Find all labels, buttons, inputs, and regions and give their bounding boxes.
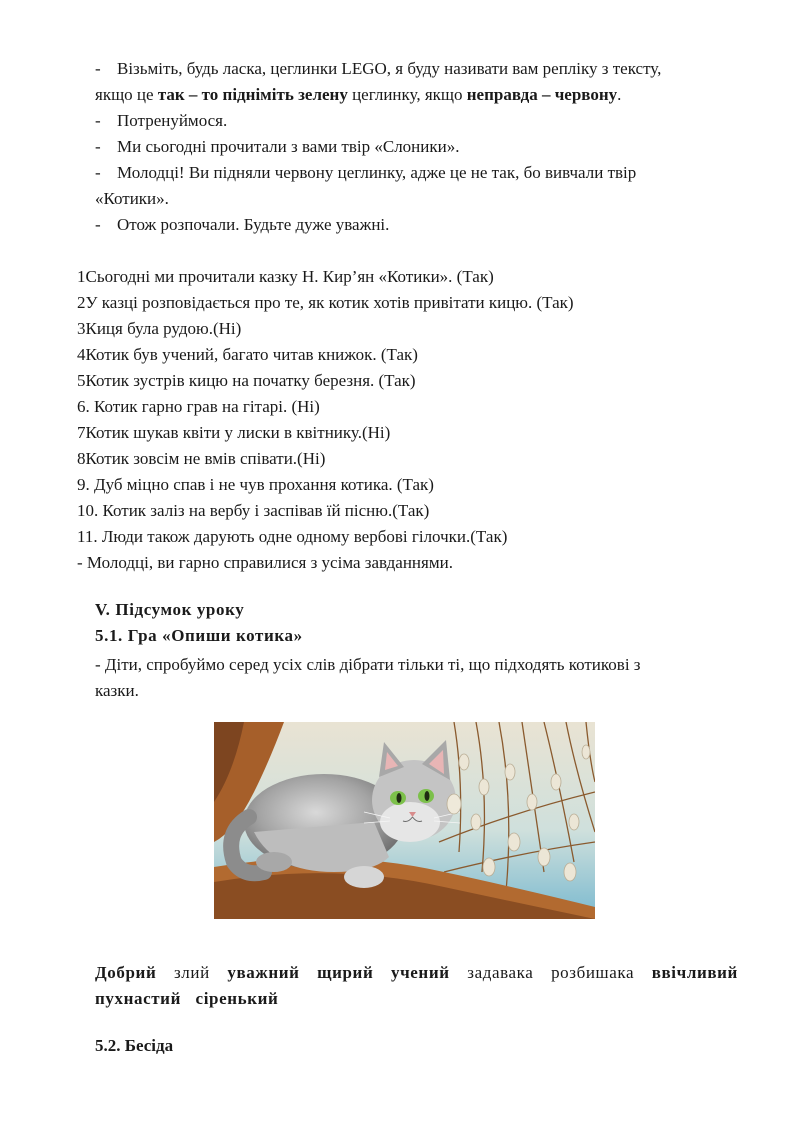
intro-line-4b: «Котики». xyxy=(95,189,169,208)
section-title: V. Підсумок уроку xyxy=(95,600,245,619)
statement-item: 11. Люди також дарують одне одному вербові гілочки.(Так) xyxy=(77,527,508,546)
word-row-2 xyxy=(95,986,738,1012)
word-option: злий xyxy=(173,963,210,982)
bold-yes: так – то підніміть зелену xyxy=(157,85,348,104)
word-option: задавака xyxy=(467,963,534,982)
statement-item: 8Котик зовсім не вмів співати.(Ні) xyxy=(77,449,326,468)
word-option: розбишака xyxy=(551,963,635,982)
intro-line-1b: якщо це так – то підніміть зелену цеглинку, якщо неправда – червону. xyxy=(95,85,622,104)
praise-line: - Молодці, ви гарно справилися з усіма завданнями. xyxy=(77,553,453,572)
statement-item: 2У казці розповідається про те, як котик хотів привітати кицю. (Так) xyxy=(77,293,574,312)
statement-item: 1Сьогодні ми прочитали казку Н. Кир’ян «Котики». (Так) xyxy=(77,267,494,286)
instruction-line: - Діти, спробуймо серед усіх слів дібрати тільки ті, що підходять котикові з xyxy=(95,655,641,674)
statement-item: 9. Дуб міцно спав і не чув прохання котика. (Так) xyxy=(77,475,434,494)
word-option: пухнастий xyxy=(95,989,181,1008)
bold-no: неправда – червону xyxy=(466,85,618,104)
statement-item: 6. Котик гарно грав на гітарі. (Ні) xyxy=(77,397,320,416)
word-option: ввічливий xyxy=(651,963,738,982)
intro-line-3: - Ми сьогодні прочитали з вами твір «Слоники». xyxy=(95,134,738,160)
word-option: сіренький xyxy=(195,989,279,1008)
statement-item: 7Котик шукав квіти у лиски в квітнику.(Ні) xyxy=(77,423,391,442)
dash: - xyxy=(95,163,101,182)
word-options xyxy=(95,960,738,1012)
dash: - xyxy=(95,215,101,234)
subsection-title: 5.1. Гра «Опиши котика» xyxy=(95,626,303,645)
word-option: щирий xyxy=(317,963,374,982)
intro-line-2: - Потренуймося. xyxy=(95,108,738,134)
cat-illustration xyxy=(214,722,595,919)
instruction-line-2: казки. xyxy=(95,681,139,700)
dash: - xyxy=(95,59,101,78)
subsection-title-2: 5.2. Бесіда xyxy=(95,1036,174,1055)
statement-item: 10. Котик заліз на вербу і заспівав їй пісню.(Так) xyxy=(77,501,430,520)
dash: - xyxy=(95,111,101,130)
word-option: Добрий xyxy=(95,963,157,982)
statement-item: 3Киця була рудою.(Ні) xyxy=(77,319,242,338)
statement-item: 5Котик зустрів кицю на початку березня. (Так) xyxy=(77,371,416,390)
intro-line-1: - Візьміть, будь ласка, цеглинки LEGO, я буду називати вам репліку з тексту, xyxy=(95,56,738,82)
dash: - xyxy=(95,137,101,156)
word-option: уважний xyxy=(227,963,300,982)
word-option: учений xyxy=(391,963,450,982)
intro-line-4: - Молодці! Ви підняли червону цеглинку, адже це не так, бо вивчали твір xyxy=(95,160,738,186)
intro-line-5: - Отож розпочали. Будьте дуже уважні. xyxy=(95,212,738,238)
statement-item: 4Котик був учений, багато читав книжок. (Так) xyxy=(77,345,418,364)
word-row-1 xyxy=(95,960,738,986)
